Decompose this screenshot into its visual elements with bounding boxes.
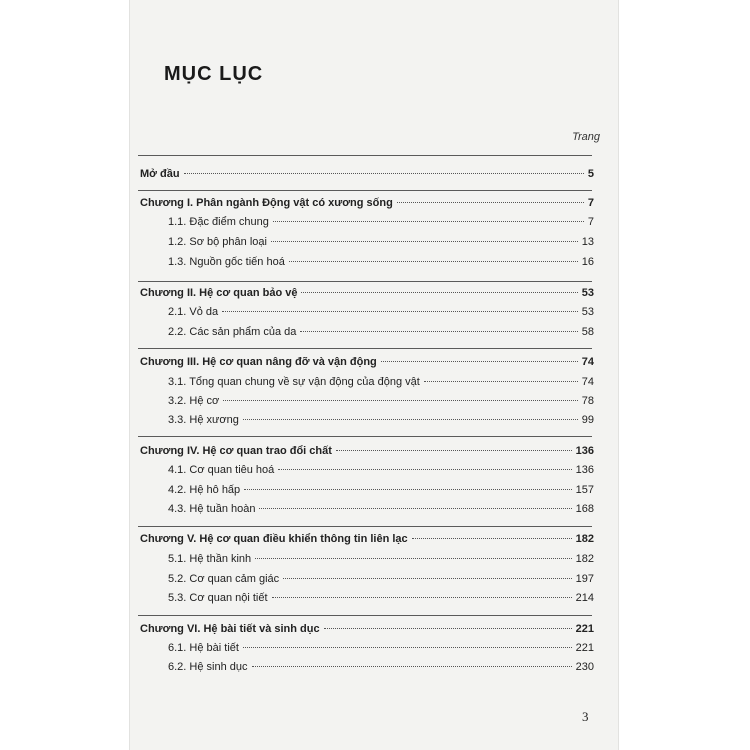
toc-entry-page: 168 (575, 503, 594, 515)
toc-entry-label: 2.2. Các sản phẩm của da (168, 326, 297, 338)
toc-section (168, 395, 594, 407)
leader-dots (272, 597, 572, 598)
toc-section (168, 326, 594, 338)
toc-entry-page: 136 (575, 464, 594, 476)
toc-entry-label: Chương III. Hệ cơ quan nâng đỡ và vận động (140, 356, 377, 368)
leader-dots (259, 508, 571, 509)
leader-dots (243, 419, 578, 420)
toc-entry-page: 5 (587, 168, 594, 180)
leader-dots (243, 647, 572, 648)
leader-dots (222, 311, 578, 312)
toc-entry-page: 230 (575, 661, 594, 673)
toc-entry-label: 5.1. Hệ thần kinh (168, 553, 252, 565)
leader-dots (273, 221, 584, 222)
leader-dots (252, 666, 572, 667)
toc-section (168, 306, 594, 318)
toc-entry-label: 3.1. Tổng quan chung về sự vận động của động vật (168, 376, 420, 388)
leader-dots (244, 489, 571, 490)
toc-section (168, 573, 594, 585)
toc-entry-label: 4.3. Hệ tuần hoàn (168, 503, 256, 515)
leader-dots (301, 292, 577, 293)
leader-dots (255, 558, 571, 559)
separator-rule (138, 155, 592, 156)
toc-section (168, 236, 594, 248)
page-number: 3 (582, 709, 589, 724)
toc-entry-label: 6.1. Hệ bài tiết (168, 642, 239, 654)
leader-dots (300, 331, 577, 332)
toc-entry-label: Chương VI. Hệ bài tiết và sinh dục (140, 623, 320, 635)
leader-dots (271, 241, 578, 242)
toc-entry-page: 157 (575, 484, 594, 496)
toc-entry-page: 78 (581, 395, 594, 407)
page-column-header: Trang (572, 131, 600, 143)
toc-entry-page: 7 (587, 197, 594, 209)
toc-entry-page: 182 (575, 533, 594, 545)
toc-entry-page: 13 (581, 236, 594, 248)
leader-dots (278, 469, 571, 470)
toc-entry-label: 3.2. Hệ cơ (168, 395, 220, 407)
toc-entry-label: 1.3. Nguồn gốc tiến hoá (168, 256, 285, 268)
toc-entry-label: Chương IV. Hệ cơ quan trao đổi chất (140, 445, 332, 457)
toc-entry-page: 7 (587, 216, 594, 228)
toc-entry-label: 3.3. Hệ xương (168, 414, 239, 426)
toc-section (168, 216, 594, 228)
leader-dots (283, 578, 571, 579)
toc-section (168, 376, 594, 388)
toc-entry-label: 5.2. Cơ quan cảm giác (168, 573, 280, 585)
toc-section (168, 592, 594, 604)
leader-dots (424, 381, 578, 382)
toc-entry-page: 99 (581, 414, 594, 426)
toc-section (168, 256, 594, 268)
toc-entry-page: 214 (575, 592, 594, 604)
toc-chapter (140, 445, 594, 457)
toc-entry-label: Chương V. Hệ cơ quan điều khiển thông tin liên lạc (140, 533, 408, 545)
toc-entry-page: 182 (575, 553, 594, 565)
toc-section (168, 464, 594, 476)
toc-entry-label: Mở đầu (140, 168, 180, 180)
toc-entry-page: 197 (575, 573, 594, 585)
leader-dots (412, 538, 572, 539)
toc-chapter (140, 287, 594, 299)
separator-rule (138, 526, 592, 527)
book-page (130, 0, 618, 750)
toc-entry-label: Chương II. Hệ cơ quan bảo vệ (140, 287, 298, 299)
toc-section (168, 414, 594, 426)
separator-rule (138, 436, 592, 437)
toc-entry-page: 136 (575, 445, 594, 457)
leader-dots (289, 261, 578, 262)
leader-dots (324, 628, 572, 629)
leader-dots (381, 361, 578, 362)
separator-rule (138, 190, 592, 191)
toc-entry-page: 53 (581, 306, 594, 318)
leader-dots (223, 400, 578, 401)
toc-section (168, 553, 594, 565)
toc-entry-label: Chương I. Phân ngành Động vật có xương sống (140, 197, 393, 209)
leader-dots (184, 173, 584, 174)
toc-section (168, 484, 594, 496)
toc-entry-label: 1.1. Đặc điểm chung (168, 216, 269, 228)
toc-entry-label: 5.3. Cơ quan nội tiết (168, 592, 268, 604)
toc-chapter (140, 356, 594, 368)
toc-entry-page: 221 (575, 642, 594, 654)
separator-rule (138, 281, 592, 282)
toc-entry-label: 4.1. Cơ quan tiêu hoá (168, 464, 275, 476)
toc-entry-page: 53 (581, 287, 594, 299)
toc-chapter (140, 197, 594, 209)
toc-entry-label: 4.2. Hệ hô hấp (168, 484, 241, 496)
toc-entry-label: 2.1. Vỏ da (168, 306, 219, 318)
toc-entry-label: 6.2. Hệ sinh dục (168, 661, 248, 673)
toc-entry-page: 58 (581, 326, 594, 338)
toc-entry-page: 74 (581, 376, 594, 388)
page-title: MỤC LỤC (164, 63, 264, 85)
toc-section (168, 661, 594, 673)
toc-chapter (140, 623, 594, 635)
toc-chapter (140, 533, 594, 545)
leader-dots (397, 202, 584, 203)
toc-entry-page: 16 (581, 256, 594, 268)
separator-rule (138, 348, 592, 349)
leader-dots (336, 450, 572, 451)
toc-entry-preface (140, 168, 594, 180)
separator-rule (138, 615, 592, 616)
toc-section (168, 642, 594, 654)
toc-section (168, 503, 594, 515)
toc-entry-page: 74 (581, 356, 594, 368)
toc-entry-page: 221 (575, 623, 594, 635)
toc-entry-label: 1.2. Sơ bộ phân loại (168, 236, 267, 248)
